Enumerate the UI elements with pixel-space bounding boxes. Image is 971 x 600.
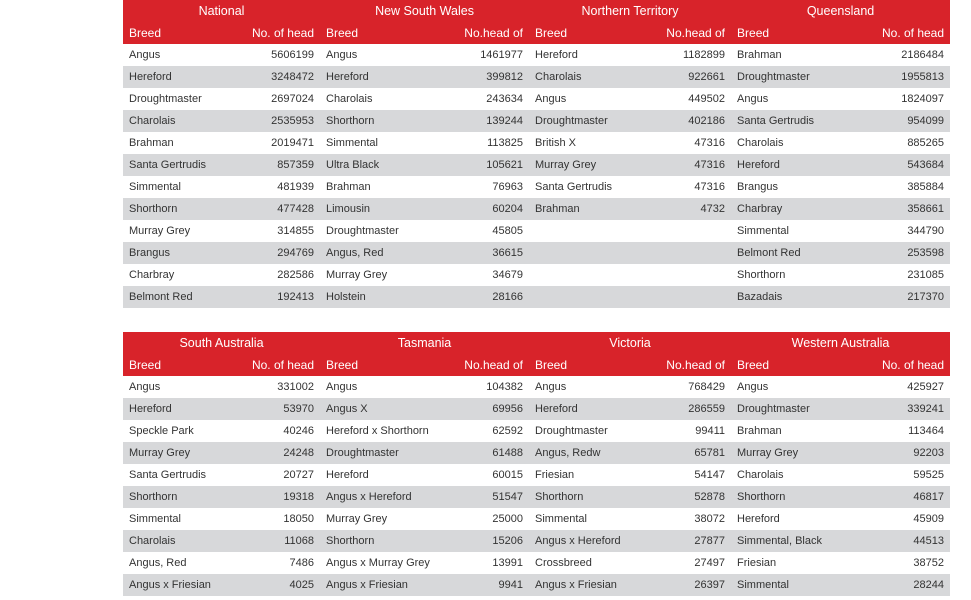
table-row — [123, 442, 950, 464]
head-count-cell: 18050 — [238, 508, 320, 530]
breed-cell: Brangus — [123, 242, 238, 264]
column-header-count: No.head of — [644, 22, 731, 44]
table-row — [123, 198, 950, 220]
column-header-breed: Breed — [123, 22, 238, 44]
breed-cell: Angus x Murray Grey — [320, 552, 440, 574]
head-count-cell: 1461977 — [440, 44, 529, 66]
column-header-breed: Breed — [123, 354, 238, 376]
head-count-cell: 59525 — [851, 464, 950, 486]
table-row — [123, 376, 950, 398]
breed-cell: Angus x Friesian — [123, 574, 238, 596]
breed-cell: Shorthorn — [529, 486, 644, 508]
head-count-cell: 282586 — [238, 264, 320, 286]
breed-cell: Simmental — [123, 176, 238, 198]
head-count-cell: 45909 — [851, 508, 950, 530]
breed-cell: Angus x Friesian — [529, 574, 644, 596]
breed-cell: Angus x Hereford — [529, 530, 644, 552]
breed-cell: Simmental, Black — [731, 530, 851, 552]
head-count-cell: 113464 — [851, 420, 950, 442]
head-count-cell: 358661 — [851, 198, 950, 220]
head-count-cell: 76963 — [440, 176, 529, 198]
table-row — [123, 530, 950, 552]
head-count-cell: 1182899 — [644, 44, 731, 66]
head-count-cell: 314855 — [238, 220, 320, 242]
breed-cell: Angus — [123, 376, 238, 398]
breed-cell: Murray Grey — [320, 264, 440, 286]
region-tasmania: Tasmania — [320, 332, 529, 354]
table-row — [123, 420, 950, 442]
column-header-breed: Breed — [529, 22, 644, 44]
cattle-breed-table-top — [123, 0, 950, 308]
head-count-cell: 294769 — [238, 242, 320, 264]
breed-cell: Simmental — [123, 508, 238, 530]
breed-cell: Angus x Friesian — [320, 574, 440, 596]
breed-cell: Ultra Black — [320, 154, 440, 176]
breed-cell: Droughtmaster — [529, 110, 644, 132]
head-count-cell: 92203 — [851, 442, 950, 464]
table-row — [123, 508, 950, 530]
head-count-cell: 543684 — [851, 154, 950, 176]
table-row — [123, 132, 950, 154]
head-count-cell: 344790 — [851, 220, 950, 242]
breed-cell: Shorthorn — [320, 530, 440, 552]
region-western-australia: Western Australia — [731, 332, 950, 354]
table-row — [123, 242, 950, 264]
head-count-cell: 34679 — [440, 264, 529, 286]
column-header-count: No.head of — [644, 354, 731, 376]
breed-cell: Shorthorn — [320, 110, 440, 132]
head-count-cell: 1824097 — [851, 88, 950, 110]
head-count-cell: 449502 — [644, 88, 731, 110]
table-row — [123, 398, 950, 420]
head-count-cell: 44513 — [851, 530, 950, 552]
head-count-cell — [644, 242, 731, 264]
column-header-row — [123, 22, 950, 44]
column-header-count: No. of head — [851, 354, 950, 376]
breed-cell: Brahman — [731, 420, 851, 442]
breed-cell: Murray Grey — [529, 154, 644, 176]
head-count-cell: 1955813 — [851, 66, 950, 88]
table-row — [123, 286, 950, 308]
breed-cell: Charolais — [731, 464, 851, 486]
column-header-count: No. of head — [851, 22, 950, 44]
head-count-cell: 857359 — [238, 154, 320, 176]
head-count-cell: 104382 — [440, 376, 529, 398]
head-count-cell: 243634 — [440, 88, 529, 110]
head-count-cell: 105621 — [440, 154, 529, 176]
table-body — [123, 376, 950, 596]
head-count-cell — [644, 264, 731, 286]
region-northern-territory: Northern Territory — [529, 0, 731, 22]
head-count-cell: 253598 — [851, 242, 950, 264]
column-header-count: No.head of — [440, 354, 529, 376]
breed-cell: Charbray — [731, 198, 851, 220]
breed-cell: Crossbreed — [529, 552, 644, 574]
head-count-cell: 331002 — [238, 376, 320, 398]
table-row — [123, 552, 950, 574]
breed-cell: Droughtmaster — [731, 398, 851, 420]
breed-cell: Charolais — [731, 132, 851, 154]
head-count-cell: 217370 — [851, 286, 950, 308]
breed-cell: Murray Grey — [731, 442, 851, 464]
head-count-cell: 481939 — [238, 176, 320, 198]
head-count-cell: 24248 — [238, 442, 320, 464]
head-count-cell: 54147 — [644, 464, 731, 486]
head-count-cell: 99411 — [644, 420, 731, 442]
breed-cell: Hereford — [320, 66, 440, 88]
head-count-cell: 60015 — [440, 464, 529, 486]
region-national: National — [123, 0, 320, 22]
breed-cell: Angus — [320, 44, 440, 66]
breed-cell: Droughtmaster — [320, 442, 440, 464]
column-header-breed: Breed — [529, 354, 644, 376]
head-count-cell: 47316 — [644, 154, 731, 176]
head-count-cell: 339241 — [851, 398, 950, 420]
head-count-cell: 53970 — [238, 398, 320, 420]
breed-cell: Santa Gertrudis — [731, 110, 851, 132]
breed-cell — [529, 220, 644, 242]
table-row — [123, 66, 950, 88]
breed-cell: Hereford x Shorthorn — [320, 420, 440, 442]
column-header-row — [123, 354, 950, 376]
breed-cell — [529, 286, 644, 308]
breed-cell: Shorthorn — [731, 264, 851, 286]
breed-cell: Brahman — [731, 44, 851, 66]
breed-cell: Charolais — [320, 88, 440, 110]
head-count-cell: 768429 — [644, 376, 731, 398]
breed-cell: Santa Gertrudis — [529, 176, 644, 198]
breed-cell: Santa Gertrudis — [123, 154, 238, 176]
table-row — [123, 574, 950, 596]
breed-cell: Angus — [529, 88, 644, 110]
head-count-cell: 47316 — [644, 132, 731, 154]
table-row — [123, 110, 950, 132]
head-count-cell: 65781 — [644, 442, 731, 464]
head-count-cell: 19318 — [238, 486, 320, 508]
head-count-cell: 2697024 — [238, 88, 320, 110]
head-count-cell: 399812 — [440, 66, 529, 88]
head-count-cell: 26397 — [644, 574, 731, 596]
breed-cell — [529, 242, 644, 264]
head-count-cell: 51547 — [440, 486, 529, 508]
head-count-cell: 28166 — [440, 286, 529, 308]
breed-cell: Hereford — [320, 464, 440, 486]
breed-cell: Hereford — [529, 44, 644, 66]
head-count-cell — [644, 286, 731, 308]
head-count-cell: 2535953 — [238, 110, 320, 132]
breed-cell: Droughtmaster — [123, 88, 238, 110]
breed-cell: Bazadais — [731, 286, 851, 308]
breed-cell: Simmental — [731, 574, 851, 596]
column-header-count: No. of head — [238, 22, 320, 44]
head-count-cell: 954099 — [851, 110, 950, 132]
breed-cell: Angus — [320, 376, 440, 398]
column-header-breed: Breed — [320, 22, 440, 44]
head-count-cell: 20727 — [238, 464, 320, 486]
breed-cell: Charbray — [123, 264, 238, 286]
head-count-cell: 139244 — [440, 110, 529, 132]
head-count-cell: 385884 — [851, 176, 950, 198]
breed-cell: Murray Grey — [123, 442, 238, 464]
region-south-australia: South Australia — [123, 332, 320, 354]
head-count-cell: 4025 — [238, 574, 320, 596]
breed-cell: Hereford — [529, 398, 644, 420]
breed-cell: Simmental — [529, 508, 644, 530]
breed-cell: Angus x Hereford — [320, 486, 440, 508]
head-count-cell: 15206 — [440, 530, 529, 552]
table-header — [123, 332, 950, 376]
breed-cell: Angus — [529, 376, 644, 398]
table-row — [123, 264, 950, 286]
head-count-cell: 69956 — [440, 398, 529, 420]
breed-cell: Shorthorn — [731, 486, 851, 508]
head-count-cell: 9941 — [440, 574, 529, 596]
breed-cell: Droughtmaster — [529, 420, 644, 442]
breed-cell: Angus — [731, 376, 851, 398]
column-header-count: No.head of — [440, 22, 529, 44]
breed-cell: Angus, Redw — [529, 442, 644, 464]
head-count-cell: 231085 — [851, 264, 950, 286]
head-count-cell: 47316 — [644, 176, 731, 198]
head-count-cell: 27877 — [644, 530, 731, 552]
breed-cell: Angus X — [320, 398, 440, 420]
head-count-cell: 28244 — [851, 574, 950, 596]
breed-cell: Friesian — [529, 464, 644, 486]
breed-cell: Brangus — [731, 176, 851, 198]
breed-cell: Speckle Park — [123, 420, 238, 442]
breed-cell: Murray Grey — [123, 220, 238, 242]
breed-cell: Shorthorn — [123, 486, 238, 508]
head-count-cell: 52878 — [644, 486, 731, 508]
head-count-cell: 40246 — [238, 420, 320, 442]
table-row — [123, 486, 950, 508]
breed-cell: Droughtmaster — [731, 66, 851, 88]
breed-cell: Belmont Red — [731, 242, 851, 264]
head-count-cell: 27497 — [644, 552, 731, 574]
breed-cell: British X — [529, 132, 644, 154]
table-row — [123, 44, 950, 66]
head-count-cell: 922661 — [644, 66, 731, 88]
head-count-cell: 2019471 — [238, 132, 320, 154]
column-header-breed: Breed — [320, 354, 440, 376]
head-count-cell: 11068 — [238, 530, 320, 552]
head-count-cell: 61488 — [440, 442, 529, 464]
breed-cell: Brahman — [123, 132, 238, 154]
head-count-cell: 45805 — [440, 220, 529, 242]
breed-cell: Angus — [731, 88, 851, 110]
breed-cell: Brahman — [320, 176, 440, 198]
head-count-cell: 286559 — [644, 398, 731, 420]
breed-cell: Brahman — [529, 198, 644, 220]
breed-cell: Droughtmaster — [320, 220, 440, 242]
head-count-cell — [644, 220, 731, 242]
table-row — [123, 154, 950, 176]
breed-cell: Angus, Red — [123, 552, 238, 574]
breed-cell: Santa Gertrudis — [123, 464, 238, 486]
cattle-breed-table-bottom — [123, 332, 950, 596]
breed-cell: Charolais — [529, 66, 644, 88]
breed-cell: Friesian — [731, 552, 851, 574]
breed-cell: Murray Grey — [320, 508, 440, 530]
head-count-cell: 62592 — [440, 420, 529, 442]
head-count-cell: 46817 — [851, 486, 950, 508]
column-header-breed: Breed — [731, 22, 851, 44]
head-count-cell: 425927 — [851, 376, 950, 398]
head-count-cell: 5606199 — [238, 44, 320, 66]
breed-cell: Angus — [123, 44, 238, 66]
region-victoria: Victoria — [529, 332, 731, 354]
region-header-row — [123, 332, 950, 354]
head-count-cell: 4732 — [644, 198, 731, 220]
breed-cell: Hereford — [731, 154, 851, 176]
column-header-count: No. of head — [238, 354, 320, 376]
breed-cell: Angus, Red — [320, 242, 440, 264]
column-header-breed: Breed — [731, 354, 851, 376]
head-count-cell: 192413 — [238, 286, 320, 308]
table-body — [123, 44, 950, 308]
region-queensland: Queensland — [731, 0, 950, 22]
breed-cell: Hereford — [123, 66, 238, 88]
head-count-cell: 3248472 — [238, 66, 320, 88]
breed-cell: Holstein — [320, 286, 440, 308]
head-count-cell: 113825 — [440, 132, 529, 154]
head-count-cell: 25000 — [440, 508, 529, 530]
breed-cell: Hereford — [123, 398, 238, 420]
head-count-cell: 7486 — [238, 552, 320, 574]
table-row — [123, 176, 950, 198]
table-row — [123, 464, 950, 486]
head-count-cell: 38752 — [851, 552, 950, 574]
head-count-cell: 2186484 — [851, 44, 950, 66]
table-header — [123, 0, 950, 44]
breed-cell: Simmental — [320, 132, 440, 154]
head-count-cell: 402186 — [644, 110, 731, 132]
breed-cell: Hereford — [731, 508, 851, 530]
table-row — [123, 88, 950, 110]
region-header-row — [123, 0, 950, 22]
head-count-cell: 36615 — [440, 242, 529, 264]
head-count-cell: 60204 — [440, 198, 529, 220]
breed-cell: Limousin — [320, 198, 440, 220]
head-count-cell: 477428 — [238, 198, 320, 220]
breed-cell: Shorthorn — [123, 198, 238, 220]
breed-cell: Simmental — [731, 220, 851, 242]
breed-cell: Belmont Red — [123, 286, 238, 308]
head-count-cell: 885265 — [851, 132, 950, 154]
head-count-cell: 38072 — [644, 508, 731, 530]
breed-cell — [529, 264, 644, 286]
breed-cell: Charolais — [123, 530, 238, 552]
table-row — [123, 220, 950, 242]
region-new-south-wales: New South Wales — [320, 0, 529, 22]
breed-cell: Charolais — [123, 110, 238, 132]
head-count-cell: 13991 — [440, 552, 529, 574]
